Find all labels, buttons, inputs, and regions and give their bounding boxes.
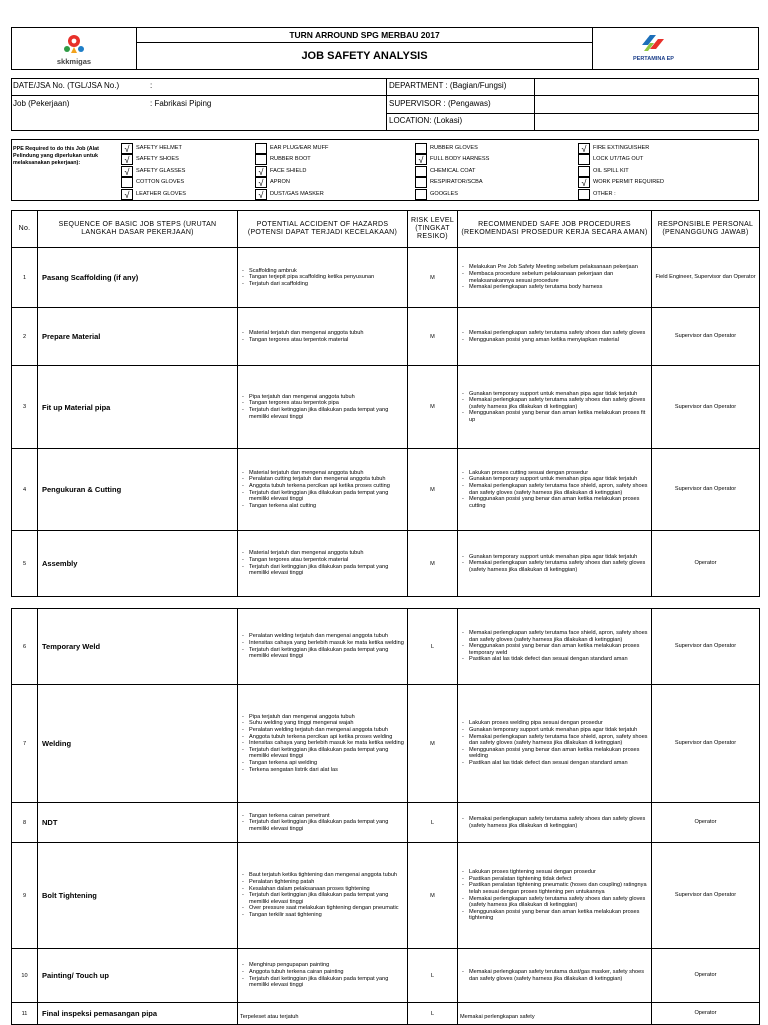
job-step: Bolt Tightening (38, 843, 238, 949)
hazard-item: - Intensitas cahaya yang berlebih masuk ke mata ketika welding (249, 640, 405, 647)
ppe-checkbox-col3-0[interactable] (415, 143, 427, 154)
procedure-item: - Memakai perlengkapan safety terutama dust/gas masker, safety shoes dan safety gloves (safety harness jika dilakukan di ketinggian) (469, 969, 649, 982)
ppe-label-col1-3: COTTON GLOVES (136, 179, 185, 186)
procedure-item: - Memakai perlengkapan safety terutama safety shoes dan safety gloves (safety harness jika dilakukan di ketinggian) (469, 896, 649, 909)
table-row (12, 949, 760, 1003)
ppe-checkbox-col4-1[interactable] (578, 154, 590, 165)
ppe-checkbox-col3-4[interactable] (415, 189, 427, 200)
pertamina-logo-icon (638, 31, 668, 53)
ppe-label-col3-4: GOOGLES (430, 190, 458, 197)
procedure-item: - Menggunakan posisi yang benar dan aman ketika melakukan proses welding (469, 747, 649, 760)
hazard-item: Terpeleset atau terjatuh (240, 1013, 299, 1020)
hazard-item: - Anggota tubuh terkena percikan api ketika proses cutting (249, 483, 405, 490)
ppe-checkbox-col3-3[interactable] (415, 177, 427, 188)
hazard-cell (238, 308, 408, 366)
ppe-checkbox-col4-0[interactable]: √ (578, 143, 590, 154)
hazard-item: - Terjatuh dari ketinggian jika dilakukan pada tempat yang memiliki elevasi tinggi (249, 490, 405, 503)
row-number: 9 (12, 843, 38, 949)
location-label: LOCATION: (Lokasi) (389, 116, 463, 125)
hazard-item: - Baut terjatuh ketika tightening dan mengenai anggota tubuh (249, 872, 405, 879)
table-row (12, 366, 760, 449)
col-header-hazard: POTENTIAL ACCIDENT OF HAZARDS (POTENSI DAPAT TERJADI KECELAKAAN) (238, 211, 408, 248)
hazard-cell (238, 949, 408, 1003)
procedure-item: - Memakai perlengkapan safety terutama face shield, apron, safety shoes dan safety gloves (safety harness jika dilakukan di ketinggian) (469, 734, 649, 747)
hazard-item: - Tangan tergores atau terpentok material (249, 557, 405, 564)
ppe-checkbox-col4-3[interactable]: √ (578, 177, 590, 188)
row-number: 5 (12, 531, 38, 597)
procedure-item: - Memakai perlengkapan safety terutama safety shoes dan safety gloves (safety harness jika dilakukan di ketinggian) (469, 816, 649, 829)
procedure-item: - Memakai perlengkapan safety terutama body harness (469, 284, 649, 291)
risk-level: M (408, 308, 458, 366)
procedure-item: - Menggunakan posisi yang benar dan aman ketika melakukan proses cutting (469, 496, 649, 509)
procedure-item: Memakai perlengkapan safety (460, 1013, 535, 1020)
procedure-item: - Pastikan peralatan tightening tidak defect (469, 876, 649, 883)
hazard-cell (238, 685, 408, 803)
col-header-step: SEQUENCE OF BASIC JOB STEPS (URUTAN LANGKAH DASAR PEKERJAAN) (38, 211, 238, 248)
project-title: TURN ARROUND SPG MERBAU 2017 (137, 27, 592, 43)
risk-level: L (408, 1003, 458, 1025)
date-value: : (150, 81, 153, 90)
job-step: Temporary Weld (38, 609, 238, 685)
hazard-item: - Peralatan welding terjatuh dan mengenai anggota tubuh (249, 633, 405, 640)
procedure-cell (458, 308, 652, 366)
info-block (11, 78, 759, 131)
risk-level: L (408, 803, 458, 843)
hazard-item: - Tangan terkena alat cutting (249, 503, 405, 510)
hazard-item: - Scaffolding ambruk (249, 268, 405, 275)
pertamina-logo-text: PERTAMINA EP (633, 56, 674, 62)
procedure-cell (458, 685, 652, 803)
hazard-item: - Peralatan welding terjatuh dan mengenai anggota tubuh (249, 727, 405, 734)
ppe-label-col4-1: LOCK UT/TAG OUT (593, 156, 644, 163)
ppe-checkbox-col1-2[interactable]: √ (121, 166, 133, 177)
hazard-item: - Tangan terkena api welding (249, 760, 405, 767)
responsible-person: Field Engineer, Supervisor dan Operator (652, 248, 760, 308)
risk-level: M (408, 449, 458, 531)
procedure-item: - Melakukan Pre Job Safety Meeting sebelum pelaksanaan pekerjaan (469, 264, 649, 271)
doc-title: JOB SAFETY ANALYSIS (301, 50, 428, 62)
hazard-item: - Terjatuh dari ketinggian jika dilakukan pada tempat yang memiliki elevasi tinggi (249, 747, 405, 760)
hazard-item: - Menghirup pengupapan painting (249, 962, 405, 969)
responsible-person: Supervisor dan Operator (652, 366, 760, 449)
hazard-item: - Anggota tubuh terkena percikan api ketika proses welding (249, 734, 405, 741)
procedure-item: - Pastikan alat las tidak defect dan sesuai dengan standard aman (469, 656, 649, 663)
procedure-cell (458, 449, 652, 531)
procedure-item: - Memakai perlengkapan safety terutama safety shoes dan safety gloves (safety harness jika dilakukan di ketinggian) (469, 560, 649, 573)
hazard-item: - Material terjatuh dan mengenai anggota tubuh (249, 330, 405, 337)
hazard-item: - Pipa terjatuh dan mengenai anggota tubuh (249, 394, 405, 401)
procedure-item: - Lakukan proses tightening sesuai dengan prosedur (469, 869, 649, 876)
ppe-label-col1-0: SAFETY HELMET (136, 145, 182, 151)
ppe-label-col1-2: SAFETY GLASSES (136, 167, 186, 174)
responsible-person: Operator (652, 803, 760, 843)
hazard-item: - Anggota tubuh terkena cairan painting (249, 969, 405, 976)
ppe-checkbox-col3-2[interactable] (415, 166, 427, 177)
hazard-item: - Terjatuh dari scaffolding (249, 281, 405, 288)
col-header-no: No. (12, 211, 38, 248)
hazard-item: - Kesalahan dalam pelaksanaan proses tightening (249, 886, 405, 893)
job-step: Assembly (38, 531, 238, 597)
job-step: Final inspeksi pemasangan pipa (38, 1003, 238, 1025)
risk-level: M (408, 248, 458, 308)
row-number: 4 (12, 449, 38, 531)
procedure-item: - Memakai perlengkapan safety terutama face shield, apron, safety shoes dan safety gloves (safety harness jika dilakukan di ketinggian) (469, 483, 649, 496)
procedure-item: - Menggunakan posisi yang benar dan aman ketika melakukan proses temporary weld (469, 643, 649, 656)
skkmigas-logo-icon (59, 33, 89, 55)
procedure-item: - Gunakan temporary support untuk menahan pipa agar tidak terjatuh (469, 727, 649, 734)
hazard-cell (238, 248, 408, 308)
hazard-item: - Tangan tergores atau terpentok pipa (249, 400, 405, 407)
job-step: Welding (38, 685, 238, 803)
row-number: 1 (12, 248, 38, 308)
date-label: DATE/JSA No. (TGL/JSA No.) (13, 81, 120, 90)
procedure-item: - Gunakan temporary support untuk menahan pipa agar tidak terjatuh (469, 554, 649, 561)
ppe-checkbox-col2-4[interactable]: √ (255, 189, 267, 200)
row-number: 8 (12, 803, 38, 843)
job-step: Fit up Material pipa (38, 366, 238, 449)
ppe-label-col1-1: SAFETY SHOES (136, 156, 179, 163)
jsa-table-part2 (11, 608, 760, 1025)
hazard-item: - Peralatan cutting terjatuh dan mengenai anggota tubuh (249, 476, 405, 483)
procedure-cell (458, 949, 652, 1003)
procedure-cell (458, 531, 652, 597)
job-value: : Fabrikasi Piping (150, 99, 212, 108)
hazard-item: - Peralatan tightening patah (249, 879, 405, 886)
ppe-label-col3-3: RESPIRATOR/SCBA (430, 179, 483, 186)
procedure-item: - Lakukan proses welding pipa sesuai dengan prosedur (469, 720, 649, 727)
responsible-person: Operator (652, 1003, 760, 1025)
table-row (12, 685, 760, 803)
risk-level: M (408, 531, 458, 597)
responsible-person: Operator (652, 531, 760, 597)
hazard-item: - Pipa terjatuh dan mengenai anggota tubuh (249, 714, 405, 721)
col-header-risk: RISK LEVEL (TINGKAT RESIKO) (408, 211, 458, 248)
ppe-intro: PPE Required to do this Job (Alat Pelindung yang diperlukan untuk melaksanakan pekerjaan): (13, 146, 99, 166)
job-step: Prepare Material (38, 308, 238, 366)
hazard-item: - Terjatuh dari ketinggian jika dilakukan pada tempat yang memiliki elevasi tinggi (249, 647, 405, 660)
hazard-item: - Tangan terkilir saat tightening (249, 912, 405, 919)
procedure-cell (458, 1003, 652, 1025)
hazard-cell (238, 449, 408, 531)
table-row (12, 248, 760, 308)
procedure-item: - Menggunakan posisi yang aman ketika menyiapkan material (469, 337, 649, 344)
procedure-cell (458, 803, 652, 843)
ppe-label-col3-2: CHEMICAL COAT (430, 167, 476, 174)
procedure-cell (458, 248, 652, 308)
col-header-responsible: RESPONSIBLE PERSONAL (PENANGGUNG JAWAB) (652, 211, 760, 248)
procedure-cell (458, 843, 652, 949)
table-row (12, 609, 760, 685)
ppe-checkbox-col2-1[interactable] (255, 154, 267, 165)
ppe-checkbox-col1-1[interactable]: √ (121, 154, 133, 165)
hazard-item: - Tangan tergores atau terpentok material (249, 337, 405, 344)
hazard-cell (238, 366, 408, 449)
procedure-item: - Menggunakan posisi yang benar dan aman ketika melakukan proses fit up (469, 410, 649, 423)
responsible-person: Supervisor dan Operator (652, 843, 760, 949)
hazard-item: - Terjatuh dari ketinggian jika dilakukan pada tempat yang memiliki elevasi tinggi (249, 564, 405, 577)
job-step: Painting/ Touch up (38, 949, 238, 1003)
ppe-label-col3-0: RUBBER GLOVES (430, 145, 478, 151)
ppe-label-col2-1: RUBBER BOOT (270, 156, 311, 163)
hazard-cell (238, 803, 408, 843)
ppe-checkbox-col2-0[interactable] (255, 143, 267, 154)
ppe-checkbox-col2-2[interactable]: √ (255, 166, 267, 177)
job-step: Pengukuran & Cutting (38, 449, 238, 531)
left-logo-cell (11, 27, 137, 70)
risk-level: M (408, 366, 458, 449)
procedure-cell (458, 609, 652, 685)
ppe-label-col2-3: APRON (270, 179, 290, 186)
hazard-item: - Material terjatuh dan mengenai anggota tubuh (249, 470, 405, 477)
hazard-item: - Tangan terjepit pipa scaffolding ketika penyusunan (249, 274, 405, 281)
hazard-item: - Terjatuh dari ketinggian jika dilakukan pada tempat yang memiliki elevasi tinggi (249, 976, 405, 989)
skkmigas-logo-text: skkmigas (56, 57, 92, 66)
hazard-item: - Over pressure saat melakukan tightening dengan pneumatic (249, 905, 405, 912)
responsible-person: Supervisor dan Operator (652, 685, 760, 803)
supervisor-label: SUPERVISOR : (Pengawas) (389, 99, 491, 108)
hazard-item: - Suhu welding yang tinggi mengenai wajah (249, 720, 405, 727)
row-number: 10 (12, 949, 38, 1003)
table-row (12, 1003, 760, 1025)
hazard-cell (238, 531, 408, 597)
risk-level: L (408, 609, 458, 685)
hazard-cell (238, 609, 408, 685)
job-label: Job (Pekerjaan) (13, 99, 70, 108)
job-step: NDT (38, 803, 238, 843)
row-number: 6 (12, 609, 38, 685)
responsible-person: Supervisor dan Operator (652, 308, 760, 366)
procedure-item: - Membaca procedure sebelum pelaksanaan pekerjaan dan melaksanakannya sesuai procedure (469, 271, 649, 284)
ppe-checkbox-col1-4[interactable]: √ (121, 189, 133, 200)
procedure-item: - Memakai perlengkapan safety terutama safety shoes dan safety gloves (safety harness jika dilakukan di ketinggian) (469, 397, 649, 410)
table-row (12, 449, 760, 531)
ppe-checkbox-col1-0[interactable]: √ (121, 143, 133, 154)
row-number: 2 (12, 308, 38, 366)
ppe-label-col4-0: FIRE EXTINGUISHER (593, 145, 650, 151)
procedure-item: - Pastikan alat las tidak defect dan sesuai dengan standard aman (469, 760, 649, 767)
ppe-checkbox-col4-2[interactable] (578, 166, 590, 177)
procedure-item: - Menggunakan posisi yang benar dan aman ketika melakukan proses tightening (469, 909, 649, 922)
risk-level: L (408, 949, 458, 1003)
hazard-item: - Terjatuh dari ketinggian jika dilakukan pada tempat yang memiliki elevasi tinggi (249, 819, 405, 832)
hazard-item: - Terjatuh dari ketinggian jika dilakukan pada tempat yang memiliki elevasi tinggi (249, 892, 405, 905)
hazard-item: - Material terjatuh dan mengenai anggota tubuh (249, 550, 405, 557)
ppe-checkbox-col2-3[interactable]: √ (255, 177, 267, 188)
job-step: Pasang Scaffolding (if any) (38, 248, 238, 308)
table-row (12, 803, 760, 843)
hazard-cell (238, 1003, 408, 1025)
ppe-label-col2-0: EAR PLUG/EAR MUFF (270, 145, 329, 151)
hazard-item: - Terjatuh dari ketinggian jika dilakukan pada tempat yang memiliki elevasi tinggi (249, 407, 405, 420)
ppe-label-col4-4: OTHER : (593, 190, 616, 197)
procedure-item: - Pastikan peralatan tightening pneumatic (hoses dan coupling) ratingnya telah sesuai dengan proses tightening pen untukannya (469, 882, 649, 895)
hazard-item: - Terkena sengatan listrik dari alat las (249, 767, 405, 774)
jsa-table-part1 (11, 210, 760, 597)
table-row (12, 308, 760, 366)
procedure-item: - Lakukan proses cutting sesuai dengan prosedur (469, 470, 649, 477)
ppe-label-col2-4: DUST/GAS MASKER (270, 190, 324, 197)
right-logo-cell (592, 27, 759, 70)
col-header-procedure: RECOMMENDED SAFE JOB PROCEDURES (REKOMENDASI PROSEDUR KERJA SECARA AMAN) (458, 211, 652, 248)
responsible-person: Supervisor dan Operator (652, 449, 760, 531)
ppe-label-col4-2: OIL SPILL KIT (593, 167, 629, 174)
ppe-checkbox-col3-1[interactable]: √ (415, 154, 427, 165)
ppe-label-col4-3: WORK PERMIT REQUIRED (593, 179, 665, 186)
procedure-item: - Gunakan temporary support untuk menahan pipa agar tidak terjatuh (469, 391, 649, 398)
row-number: 3 (12, 366, 38, 449)
table-row (12, 531, 760, 597)
risk-level: M (408, 685, 458, 803)
responsible-person: Operator (652, 949, 760, 1003)
hazard-item: - Tangan terkena cairan penetrant (249, 813, 405, 820)
procedure-item: - Gunakan temporary support untuk menahan pipa agar tidak terjatuh (469, 476, 649, 483)
row-number: 7 (12, 685, 38, 803)
hazard-cell (238, 843, 408, 949)
row-number: 11 (12, 1003, 38, 1025)
responsible-person: Supervisor dan Operator (652, 609, 760, 685)
department-label: DEPARTMENT : (Bagian/Fungsi) (389, 81, 507, 90)
ppe-label-col1-4: LEATHER GLOVES (136, 190, 186, 197)
ppe-label-col3-1: FULL BODY HARNESS (430, 156, 490, 163)
ppe-checkbox-col1-3[interactable] (121, 177, 133, 188)
procedure-item: - Memakai perlengkapan safety terutama safety shoes dan safety gloves (469, 330, 649, 337)
table-row (12, 843, 760, 949)
ppe-checkbox-col4-4[interactable] (578, 189, 590, 200)
ppe-label-col2-2: FACE SHIELD (270, 167, 307, 174)
hazard-item: - Intensitas cahaya yang berlebih masuk ke mata ketika welding (249, 740, 405, 747)
procedure-cell (458, 366, 652, 449)
procedure-item: - Memakai perlengkapan safety terutama face shield, apron, safety shoes dan safety gloves (safety harness jika dilakukan di ketinggian) (469, 630, 649, 643)
risk-level: M (408, 843, 458, 949)
